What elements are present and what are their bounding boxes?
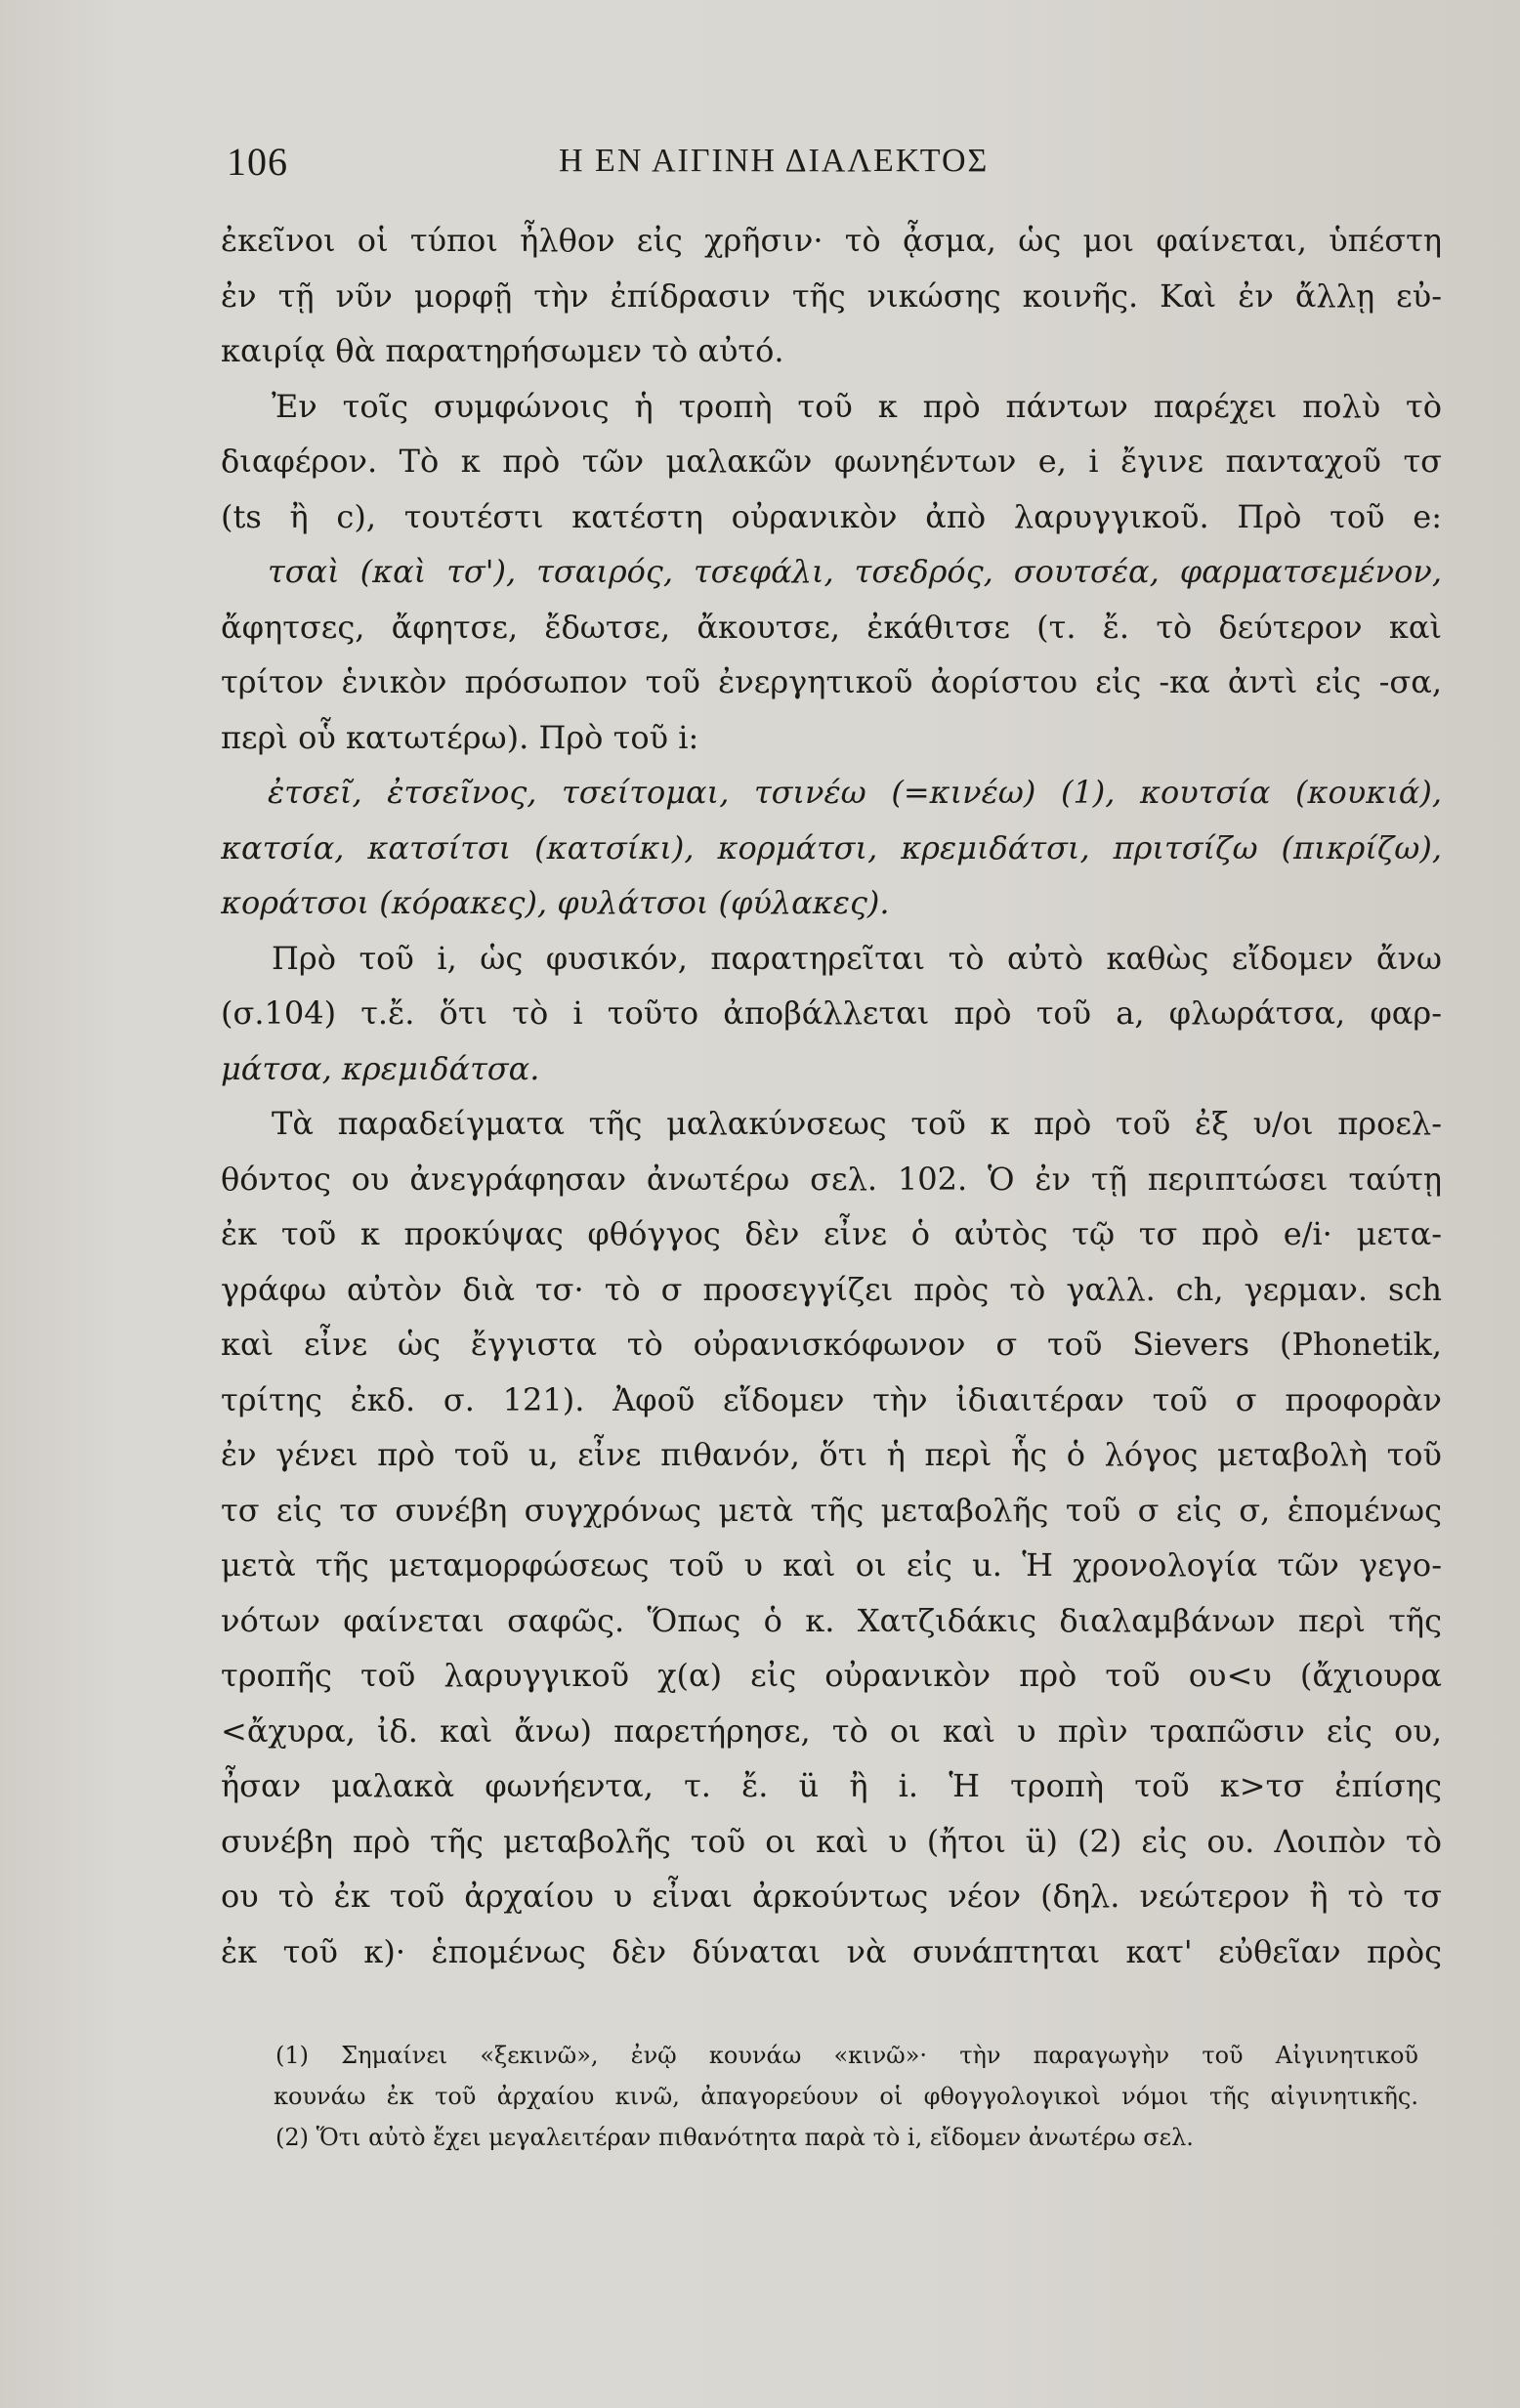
- text-line: διαφέρον. Τὸ κ πρὸ τῶν μαλακῶν φωνηέντων e, i ἔγινε πανταχοῦ τσ: [221, 443, 1442, 480]
- text-line: ἐν τῇ νῦν μορφῇ τὴν ἐπίδρασιν τῆς νικώσης κοινῆς. Καὶ ἐν ἄλλῃ εὐ-: [221, 276, 1442, 315]
- footnote-1: (1) Σημαίνει «ξεκινῶ», ἐνῷ κουνάω «κινῶ»· τὴν παραγωγὴν τοῦ Αἰγινητικοῦ: [275, 2042, 1418, 2069]
- text-line: ἐκ τοῦ κ)· ἑπομένως δὲν δύναται νὰ συνάπτηται κατ' εὐθεῖαν πρὸς: [221, 1932, 1442, 1970]
- text-line: ἦσαν μαλακὰ φωνήεντα, τ. ἔ. ü ἢ i. Ἡ τροπὴ τοῦ κ>τσ ἐπίσης: [221, 1767, 1442, 1804]
- text-line: καὶ εἶνε ὡς ἔγγιστα τὸ οὐρανισκόφωνον σ τοῦ Sievers (Phonetik,: [221, 1326, 1442, 1363]
- text-line: περὶ οὗ κατωτέρω). Πρὸ τοῦ i:: [221, 718, 699, 756]
- text-line: θόντος ου ἀνεγράφησαν ἀνωτέρω σελ. 102. Ὁ ἐν τῇ περιπτώσει ταύτῃ: [221, 1160, 1442, 1198]
- footnote-1-continued: κουνάω ἐκ τοῦ ἀρχαίου κινῶ, ἀπαγορεύουν οἱ φθογγολογικοὶ νόμοι τῆς αἰγινητικῆς.: [274, 2083, 1418, 2110]
- text-line: (σ.104) τ.ἔ. ὅτι τὸ i τοῦτο ἀποβάλλεται πρὸ τοῦ a, φλωράτσα, φαρ-: [221, 994, 1442, 1032]
- text-line: Ἐν τοῖς συμφώνοις ἡ τροπὴ τοῦ κ πρὸ πάντων παρέχει πολὺ τὸ: [272, 387, 1442, 425]
- running-title: Η ΕΝ ΑΙΓΙΝΗ ΔΙΑΛΕΚΤΟΣ: [559, 143, 990, 179]
- text-line: τσ εἰς τσ συνέβη συγχρόνως μετὰ τῆς μεταβολῆς τοῦ σ εἰς σ, ἑπομένως: [221, 1491, 1442, 1529]
- example-line: τσαὶ (καὶ τσ'), τσαιρός, τσεφάλι, τσεδρός, σουτσέα, φαρματσεμένον,: [268, 553, 1442, 590]
- main-text: [221, 213, 1442, 1979]
- text-line: μετὰ τῆς μεταμορφώσεως τοῦ υ καὶ οι εἰς u. Ἡ χρονολογία τῶν γεγο-: [221, 1546, 1442, 1584]
- text-line: <ἄχυρα, ἰδ. καὶ ἄνω) παρετήρησε, τὸ οι καὶ υ πρὶν τραπῶσιν εἰς ου,: [221, 1711, 1442, 1750]
- text-line: ἐκ τοῦ κ προκύψας φθόγγος δὲν εἶνε ὁ αὐτὸς τῷ τσ πρὸ e/i· μετα-: [221, 1215, 1442, 1252]
- text-line: νότων φαίνεται σαφῶς. Ὅπως ὁ κ. Χατζιδάκις διαλαμβάνων περὶ τῆς: [221, 1601, 1442, 1639]
- text-line: Πρὸ τοῦ i, ὡς φυσικόν, παρατηρεῖται τὸ αὐτὸ καθὼς εἴδομεν ἄνω: [272, 939, 1442, 977]
- text-line: γράφω αὐτὸν διὰ τσ· τὸ σ προσεγγίζει πρὸς τὸ γαλλ. ch, γερμαν. sch: [221, 1270, 1442, 1308]
- text-line: Τὰ παραδείγματα τῆς μαλακύνσεως τοῦ κ πρὸ τοῦ ἐξ υ/οι προελ-: [272, 1105, 1442, 1142]
- text-line: καιρίᾳ θὰ παρατηρήσωμεν τὸ αὐτό.: [221, 332, 784, 369]
- text-line: ου τὸ ἐκ τοῦ ἀρχαίου υ εἶναι ἀρκούντως νέον (δηλ. νεώτερον ἢ τὸ τσ: [221, 1878, 1442, 1915]
- footnote-2: (2) Ὅτι αὐτὸ ἔχει μεγαλειτέραν πιθανότητα παρὰ τὸ i, εἴδομεν ἀνωτέρω σελ.: [275, 2124, 1194, 2151]
- text-line: ἐν γένει πρὸ τοῦ u, εἶνε πιθανόν, ὅτι ἡ περὶ ἧς ὁ λόγος μεταβολὴ τοῦ: [221, 1436, 1442, 1473]
- text-line: (ts ἢ c), τουτέστι κατέστη οὐρανικὸν ἀπὸ λαρυγγικοῦ. Πρὸ τοῦ e:: [221, 497, 1442, 535]
- text-line: συνέβη πρὸ τῆς μεταβολῆς τοῦ οι καὶ υ (ἤτοι ü) (2) εἰς ου. Λοιπὸν τὸ: [221, 1822, 1442, 1860]
- text-line: τρίτης ἐκδ. σ. 121). Ἀφοῦ εἴδομεν τὴν ἰδιαιτέραν τοῦ σ προφορὰν: [221, 1380, 1442, 1418]
- text-line: τρίτον ἑνικὸν πρόσωπον τοῦ ἐνεργητικοῦ ἀορίστου εἰς -κα ἀντὶ εἰς -σα,: [221, 663, 1442, 700]
- example-line: κατσία, κατσίτσι (κατσίκι), κορμάτσι, κρεμιδάτσι, πριτσίζω (πικρίζω),: [221, 828, 1442, 866]
- text-line: μάτσα, κρεμιδάτσα.: [221, 1049, 540, 1087]
- example-line: ἐτσεῖ, ἐτσεῖνος, τσείτομαι, τσινέω (=κινέω) (1), κουτσία (κουκιά),: [268, 774, 1442, 811]
- text-line: ἐκεῖνοι οἱ τύποι ἦλθον εἰς χρῆσιν· τὸ ᾆσμα, ὡς μοι φαίνεται, ὑπέστη: [221, 222, 1442, 259]
- example-line: κοράτσοι (κόρακες), φυλάτσοι (φύλακες).: [221, 884, 890, 921]
- footnotes: [275, 2035, 1418, 2158]
- text-line: ἄφητσες, ἄφητσε, ἔδωτσε, ἄκουτσε, ἐκάθιτσε (τ. ἔ. τὸ δεύτερον καὶ: [221, 608, 1442, 646]
- page-number: 106: [227, 140, 288, 184]
- running-head: [227, 139, 1428, 197]
- text-line: τροπῆς τοῦ λαρυγγικοῦ χ(α) εἰς οὐρανικὸν πρὸ τοῦ ου<υ (ἄχιουρα: [221, 1657, 1442, 1694]
